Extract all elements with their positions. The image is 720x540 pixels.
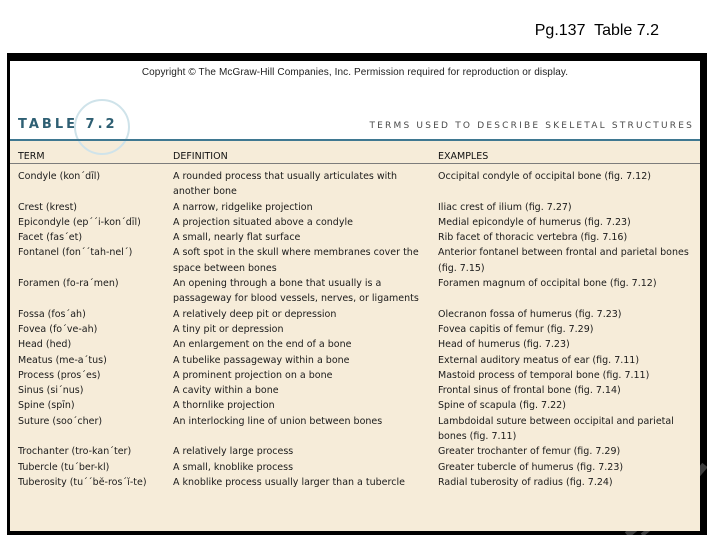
term-cell: Head (hed) xyxy=(18,339,72,351)
definition-cell: An opening through a bone that usually is a passageway for blood vessels, nerves, or ligaments xyxy=(173,278,419,305)
table-row xyxy=(10,230,700,245)
table-row xyxy=(10,307,700,322)
definition-cell: A relatively deep pit or depression xyxy=(173,308,337,320)
example-cell: Rib facet of thoracic vertebra (fig. 7.16) xyxy=(438,232,628,244)
table-row xyxy=(10,245,700,276)
example-cell: Medial epicondyle of humerus (fig. 7.23) xyxy=(438,216,631,228)
table-row xyxy=(10,200,700,215)
example-cell: Greater tubercle of humerus (fig. 7.23) xyxy=(438,461,624,473)
table-header-band xyxy=(10,99,700,139)
definition-cell: A relatively large process xyxy=(173,446,294,458)
definition-cell: A rounded process that usually articulates with another bone xyxy=(173,171,398,198)
term-cell: Tuberosity (tu´´bĕ-ros´ĭ-te) xyxy=(18,476,147,488)
example-cell: Greater trochanter of femur (fig. 7.29) xyxy=(438,446,621,458)
example-cell: Fovea capitis of femur (fig. 7.29) xyxy=(438,323,594,335)
table-row xyxy=(10,215,700,230)
table-row xyxy=(10,398,700,413)
term-cell: Crest (krest) xyxy=(18,201,77,213)
table-row xyxy=(10,444,700,459)
definition-cell: A tubelike passageway within a bone xyxy=(173,354,350,366)
term-cell: Meatus (me-a´tus) xyxy=(18,354,107,366)
example-cell: Olecranon fossa of humerus (fig. 7.23) xyxy=(438,308,622,320)
term-cell: Epicondyle (ep´´i-kon´dīl) xyxy=(18,216,141,228)
table-row xyxy=(10,460,700,475)
table-row xyxy=(10,475,700,490)
example-cell: Anterior fontanel between frontal and parietal bones (fig. 7.15) xyxy=(438,247,689,274)
table-row xyxy=(10,276,700,307)
term-cell: Trochanter (tro-kan´ter) xyxy=(18,446,132,458)
table-row xyxy=(10,368,700,383)
copyright-notice: Copyright © The McGraw-Hill Companies, Inc. Permission required for reproduction or display. xyxy=(141,67,569,78)
table-row xyxy=(10,169,700,200)
term-cell: Fossa (fos´ah) xyxy=(18,308,86,320)
table-number: TABLE 7.2 xyxy=(18,117,118,132)
definition-cell: A small, nearly flat surface xyxy=(173,232,301,244)
figure-frame xyxy=(7,53,707,535)
definition-cell: A narrow, ridgelike projection xyxy=(173,201,313,213)
table-caption: TERMS USED TO DESCRIBE SKELETAL STRUCTURES xyxy=(369,121,694,131)
term-cell: Tubercle (tu´ber-kl) xyxy=(18,461,110,473)
term-cell: Fovea (fo´ve-ah) xyxy=(18,323,98,335)
example-cell: External auditory meatus of ear (fig. 7.11) xyxy=(438,354,640,366)
definition-cell: A projection situated above a condyle xyxy=(173,216,353,228)
example-cell: Frontal sinus of frontal bone (fig. 7.14) xyxy=(438,385,621,397)
term-cell: Facet (fas´et) xyxy=(18,232,83,244)
definition-cell: A knoblike process usually larger than a tubercle xyxy=(173,476,405,488)
term-cell: Process (pros´es) xyxy=(18,369,101,381)
definition-cell: An interlocking line of union between bones xyxy=(173,415,383,427)
term-cell: Spine (spīn) xyxy=(18,400,75,412)
definition-cell: A cavity within a bone xyxy=(173,385,279,397)
column-header-term: TERM xyxy=(18,151,45,162)
terms-table xyxy=(10,99,700,531)
table-row xyxy=(10,353,700,368)
definition-cell: A thornlike projection xyxy=(173,400,275,412)
term-cell: Sinus (si´nus) xyxy=(18,385,84,397)
example-cell: Occipital condyle of occipital bone (fig. 7.12) xyxy=(438,171,651,182)
term-cell: Foramen (fo-ra´men) xyxy=(18,278,119,290)
example-cell: Foramen magnum of occipital bone (fig. 7.12) xyxy=(438,278,657,290)
table-row xyxy=(10,383,700,398)
example-cell: Radial tuberosity of radius (fig. 7.24) xyxy=(438,476,613,488)
table-row xyxy=(10,322,700,337)
column-header-examples: EXAMPLES xyxy=(438,151,489,162)
column-header-rule xyxy=(10,163,700,164)
table-row xyxy=(10,414,700,445)
table-body xyxy=(10,169,700,490)
example-cell: Mastoid process of temporal bone (fig. 7.11) xyxy=(438,369,650,381)
example-cell: Iliac crest of ilium (fig. 7.27) xyxy=(438,201,572,213)
definition-cell: A soft spot in the skull where membranes cover the space between bones xyxy=(173,247,419,274)
term-cell: Fontanel (fon´´tah-nel´) xyxy=(18,247,133,259)
definition-cell: A prominent projection on a bone xyxy=(173,369,333,381)
term-cell: Suture (soo´cher) xyxy=(18,415,103,427)
example-cell: Lambdoidal suture between occipital and parietal bones (fig. 7.11) xyxy=(438,415,674,443)
header-rule xyxy=(10,139,700,141)
column-header-definition: DEFINITION xyxy=(173,151,228,162)
example-cell: Spine of scapula (fig. 7.22) xyxy=(438,400,566,412)
slide-title: Pg.137 Table 7.2 xyxy=(534,22,659,39)
term-cell: Condyle (kon´dīl) xyxy=(18,171,101,182)
definition-cell: An enlargement on the end of a bone xyxy=(173,339,352,351)
definition-cell: A tiny pit or depression xyxy=(173,323,284,335)
copyright-bar xyxy=(10,61,700,99)
example-cell: Head of humerus (fig. 7.23) xyxy=(438,339,570,351)
definition-cell: A small, knoblike process xyxy=(173,461,294,473)
table-row xyxy=(10,337,700,352)
